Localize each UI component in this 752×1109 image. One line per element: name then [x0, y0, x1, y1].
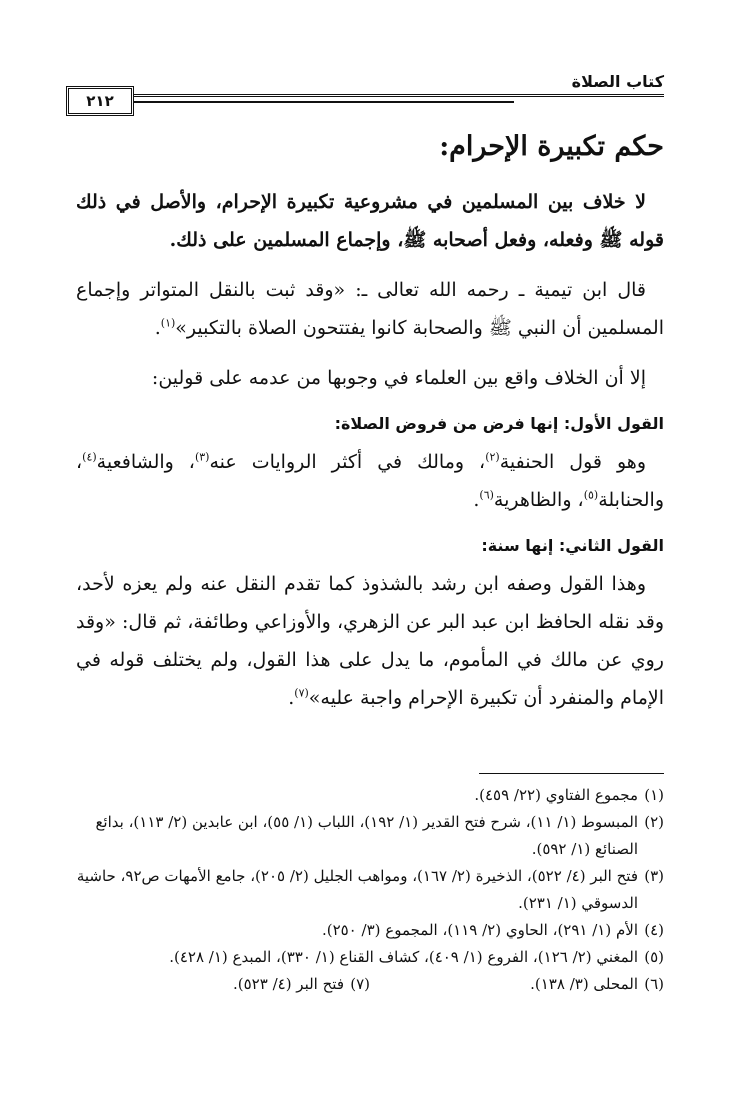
footnote-ref[interactable]: (١): [160, 316, 176, 330]
page-number: ٢١٢: [66, 86, 134, 116]
footnotes: [76, 782, 664, 998]
footnote-number: (١): [644, 786, 664, 804]
footnote: [76, 782, 664, 809]
footnote-number: (٣): [644, 867, 664, 885]
footnote-number: (٧): [350, 975, 370, 993]
footnote: [76, 809, 664, 863]
opinion-2-body: وهذا القول وصفه ابن رشد بالشذوذ كما تقدم النقل عنه ولم يعزه لأحد، وقد نقله الحافظ ابن عبد البر عن الزهري، والأوزاعي وطائفة، ثم قال: «وقد روي عن مالك في المأموم، ما يدل على هذا القول، ولم يختلف قوله في الإمام والمنفرد أن تكبيرة الإحرام واجبة عليه»: [76, 573, 664, 709]
paragraph-disagreement: إلا أن الخلاف واقع بين العلماء في وجوبها من عدمه على قولين:: [151, 367, 646, 389]
opinion-1-part: ، ومالك في أكثر الروايات عنه: [209, 451, 486, 473]
footnote-text: المبسوط (١/ ١١)، شرح فتح القدير (١/ ١٩٢)، اللباب (١/ ٥٥)، ابن عابدين (٢/ ١١٣)، بدائع الصنائع (١/ ٥٩٢).: [95, 813, 638, 858]
punctuation: .: [473, 489, 480, 511]
footnote-ref[interactable]: (٦): [479, 488, 494, 502]
footnote-ref[interactable]: (٥): [583, 488, 599, 502]
opinion-1-part: ، والحنابلة: [76, 451, 664, 511]
footnote-text: المغني (٢/ ١٢٦)، الفروع (١/ ٤٠٩)، كشاف القناع (١/ ٣٣٠)، المبدع (١/ ٤٢٨).: [169, 948, 638, 966]
footnote-ref[interactable]: (٣): [194, 450, 210, 464]
opinion-1-heading: القول الأول: إنها فرض من فروض الصلاة:: [334, 414, 664, 433]
footnote-text: فتح البر (٤/ ٥٢٢)، الذخيرة (٢/ ١٦٧)، ومواهب الجليل (٢/ ٢٠٥)، جامع الأمهات ص٩٢، حاشية الدسوقي (١/ ٢٣١).: [76, 867, 638, 912]
footnote-text: مجموع الفتاوي (٢٢/ ٤٥٩).: [474, 786, 638, 804]
footnote-text: الأم (١/ ٢٩١)، الحاوي (٢/ ١١٩)، المجموع (٣/ ٢٥٠).: [321, 921, 638, 939]
opinion-1-part: وهو قول الحنفية: [499, 451, 646, 473]
footnote: [76, 917, 664, 944]
footnote-ref[interactable]: (٢): [485, 450, 500, 464]
section-heading: حكم تكبيرة الإحرام:: [439, 131, 664, 162]
opinion-2-heading: القول الثاني: إنها سنة:: [481, 536, 664, 555]
opinion-1-part: ، والظاهرية: [493, 489, 584, 511]
footnote: [76, 971, 370, 998]
running-header: [76, 64, 664, 114]
opinion-1-part: ، والشافعية: [96, 451, 195, 473]
book-title: كتاب الصلاة: [571, 72, 664, 91]
footnote: [370, 971, 664, 998]
footnote-ref[interactable]: (٤): [82, 450, 97, 464]
footnote-number: (٢): [644, 813, 664, 831]
footnote-number: (٤): [644, 921, 664, 939]
footnote-ref[interactable]: (٧): [294, 686, 309, 700]
header-rule-secondary: [76, 101, 514, 103]
footnote-text: المحلى (٣/ ١٣٨).: [530, 975, 638, 993]
opinion-1-text: [76, 443, 664, 519]
header-rule: [76, 94, 664, 97]
footnote-number: (٥): [644, 948, 664, 966]
quote-text: قال ابن تيمية ـ رحمه الله تعالى ـ: «وقد ثبت بالنقل المتواتر وإجماع المسلمين أن النبي ﷺ والصحابة كانوا يفتتحون الصلاة بالتكبير»: [76, 279, 664, 339]
footnote-row: [76, 971, 664, 998]
footnote-text: فتح البر (٤/ ٥٢٣).: [233, 975, 344, 993]
paragraph-ibn-taymiyya: [76, 271, 664, 347]
footnote-separator: [479, 773, 664, 774]
punctuation: .: [154, 317, 161, 339]
opinion-2-text: [76, 565, 664, 717]
paragraph-consensus: لا خلاف بين المسلمين في مشروعية تكبيرة الإحرام، والأصل في ذلك قوله ﷺ وفعله، وفعل أصحابه ﷺ، وإجماع المسلمين على ذلك.: [76, 191, 664, 251]
punctuation: .: [288, 687, 295, 709]
footnote-number: (٦): [644, 975, 664, 993]
main-text: [76, 125, 664, 729]
footnote: [76, 944, 664, 971]
footnote: [76, 863, 664, 917]
